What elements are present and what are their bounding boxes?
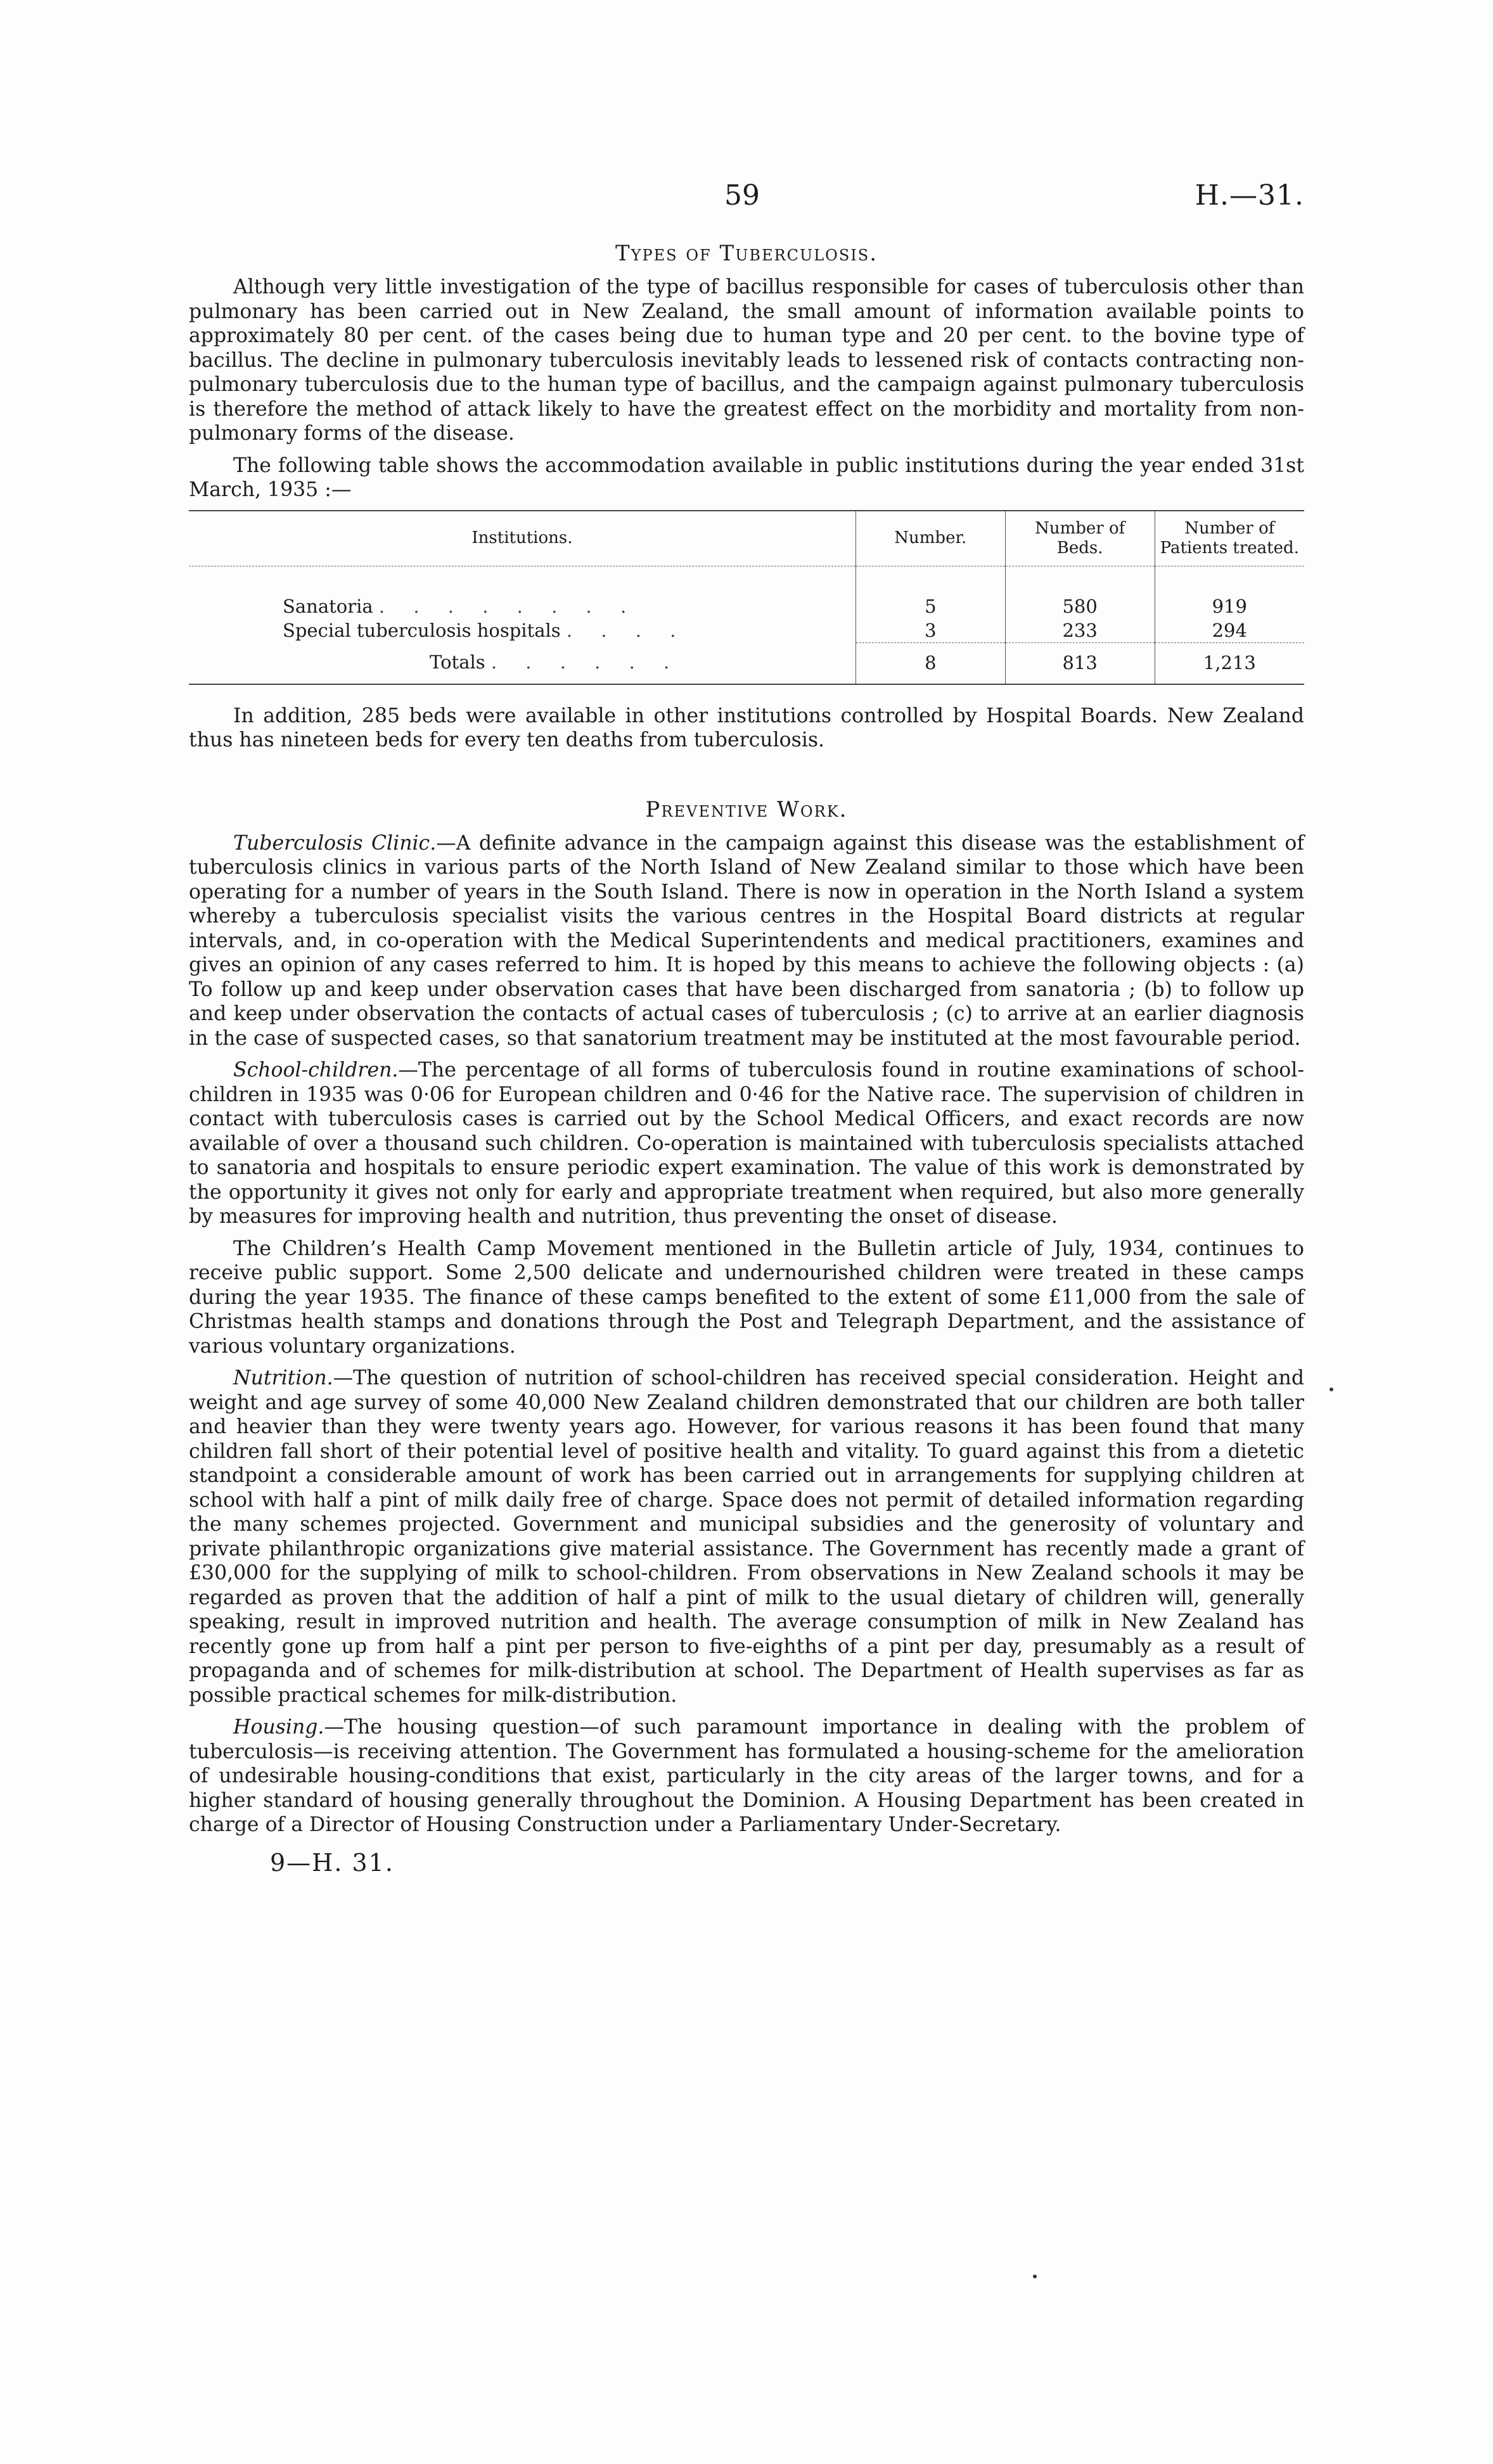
table-totals-row (189, 642, 1304, 684)
header-beds: Number of Beds. (1005, 511, 1155, 566)
header-number: Number. (855, 511, 1005, 566)
header-patients: Number of Patients treated. (1155, 511, 1304, 566)
row-beds: 580 (1005, 594, 1155, 618)
totals-beds: 813 (1005, 642, 1155, 684)
paragraph-housing (189, 1715, 1304, 1837)
clinic-text: —A definite advance in the campaign against this disease was the establishment of tuberculosis clinics in various parts of the North Island of New Zealand similar to those which have been operating for a number of years in the South Island. There is now in operation in the North Island a system whereby a tuberculosis specialist visits the various centres in the Hospital Board districts at regular intervals, and, in co-operation with the Medical Superintendents and medical practitioners, examines and gives an opinion of any cases referred to him. It is hoped by this means to achieve the following objects : (a) To follow up and keep under observation cases that have been discharged from sanatoria ; (b) to follow up and keep under observation the contacts of actual cases of tuberculosis ; (c) to arrive at an earlier diagnosis in the case of suspected cases, so that sanatorium treatment may be instituted at the most favourable period. (189, 831, 1304, 1050)
section-heading-types: Types of Tuberculosis. (615, 241, 878, 266)
table-spacer (189, 566, 1304, 594)
totals-number: 8 (855, 642, 1005, 684)
row-institution (189, 618, 855, 643)
document-reference: H.—31. (1195, 179, 1304, 212)
header-institutions: Institutions. (471, 528, 573, 547)
totals-label-cell (189, 642, 855, 684)
row-patients: 919 (1155, 594, 1304, 618)
row-patients: 294 (1155, 618, 1304, 643)
paragraph-nutrition (189, 1366, 1304, 1708)
scan-speck (1033, 2275, 1037, 2278)
page-body (189, 241, 1304, 1877)
clinic-title: Tuberculosis Clinic. (233, 831, 437, 855)
dot-leader: . . . . . . (490, 651, 681, 673)
row-institution-name: Sanatoria (283, 595, 373, 617)
nutrition-title: Nutrition. (233, 1367, 333, 1389)
nutrition-text: —The question of nutrition of school-children has received special consideration. Height and weight and age survey of some 40,000 New Zealand children demonstrated that our children are both taller and heavier than they were twenty years ago. However, for various reasons it has been found that many children fall short of their potential level of positive health and vitality. To guard against this from a dietetic standpoint a considerable amount of work has been carried out in arrangements for supplying children at school with half a pint of milk daily free of charge. Space does not permit of detailed information regarding the many schemes projected. Government and municipal subsidies and the generosity of voluntary and private philanthropic organizations give material assistance. The Government has recently made a grant of £30,000 for the supplying of milk to school-children. From observations in New Zealand schools it may be regarded as proven that the addition of half a pint of milk to the usual dietary of children will, generally speaking, result in improved nutrition and health. The average consumption of milk in New Zealand has recently gone up from half a pint per person to five-eighths of a pint per day, presumably as a result of propaganda and of schemes for milk-distribution at school. The Department of Health supervises as far as possible practical schemes for milk-distribution. (189, 1367, 1304, 1707)
paragraph-clinic (189, 831, 1304, 1051)
paragraph-after-table: In addition, 285 beds were available in other institutions controlled by Hospital Boards. New Zealand thus has nineteen beds for every ten deaths from tuberculosis. (189, 704, 1304, 751)
page-number: 59 (724, 179, 760, 212)
row-institution (189, 594, 855, 618)
paragraph-types-2: The following table shows the accommodation available in public institutions during the year ended 31st March, 1935 :— (189, 454, 1304, 501)
scan-speck (1330, 1388, 1333, 1391)
table-row (189, 618, 1304, 643)
school-title: School-children. (233, 1059, 399, 1082)
school-text: —The percentage of all forms of tuberculosis found in routine examinations of school-children in 1935 was 0·06 for European children and 0·46 for the Native race. The supervision of children in contact with tuberculosis cases is carried out by the School Medical Officers, and exact records are now available of over a thousand such children. Co-operation is maintained with tuberculosis specialists attached to sanatoria and hospitals to ensure periodic expert examination. The value of this work is demonstrated by the opportunity it gives not only for early and appropriate treatment when required, but also more generally by measures for improving health and nutrition, thus preventing the onset of disease. (189, 1059, 1304, 1228)
section-heading-preventive: Preventive Work. (645, 796, 848, 822)
table-header-row (189, 511, 1304, 566)
housing-text: —The housing question—of such paramount importance in dealing with the problem of tuberculosis—is receiving attention. The Government has formulated a housing-scheme for the amelioration of undesirable housing-conditions that exist, particularly in the city areas of the larger towns, and for a higher standard of housing generally throughout the Dominion. A Housing Department has been created in charge of a Director of Housing Construction under a Parliamentary Under-Secretary. (189, 1716, 1304, 1836)
accommodation-table-wrap (189, 510, 1304, 685)
paragraph-school (189, 1058, 1304, 1229)
dot-leader: . . . . . . . . (378, 595, 638, 617)
totals-patients: 1,213 (1155, 642, 1304, 684)
row-number: 5 (855, 594, 1005, 618)
row-beds: 233 (1005, 618, 1155, 643)
housing-title: Housing. (233, 1716, 324, 1739)
page-header (189, 179, 1304, 224)
paragraph-health-camp: The Children’s Health Camp Movement mentioned in the Bulletin article of July, 1934, continues to receive public support. Some 2,500 delicate and undernourished children were treated in these camps during the year 1935. The finance of these camps benefited to the extent of some £11,000 from the sale of Christmas health stamps and donations through the Post and Telegraph Department, and the assistance of various voluntary organizations. (189, 1237, 1304, 1358)
dot-leader: . . . . (566, 619, 688, 641)
table-row (189, 594, 1304, 618)
row-institution-name: Special tuberculosis hospitals (283, 619, 561, 641)
row-number: 3 (855, 618, 1005, 643)
accommodation-table (189, 510, 1304, 685)
signature-mark: 9—H. 31. (270, 1848, 394, 1877)
paragraph-types-1: Although very little investigation of the type of bacillus responsible for cases of tuberculosis other than pulmonary has been carried out in New Zealand, the small amount of information available points to approximately 80 per cent. of the cases being due to human type and 20 per cent. to the bovine type of bacillus. The decline in pulmonary tuberculosis inevitably leads to lessened risk of contacts contracting non-pulmonary tuberculosis due to the human type of bacillus, and the campaign against pulmonary tuberculosis is therefore the method of attack likely to have the greatest effect on the morbidity and mortality from non-pulmonary forms of the disease. (189, 276, 1304, 445)
totals-label: Totals (430, 651, 485, 673)
